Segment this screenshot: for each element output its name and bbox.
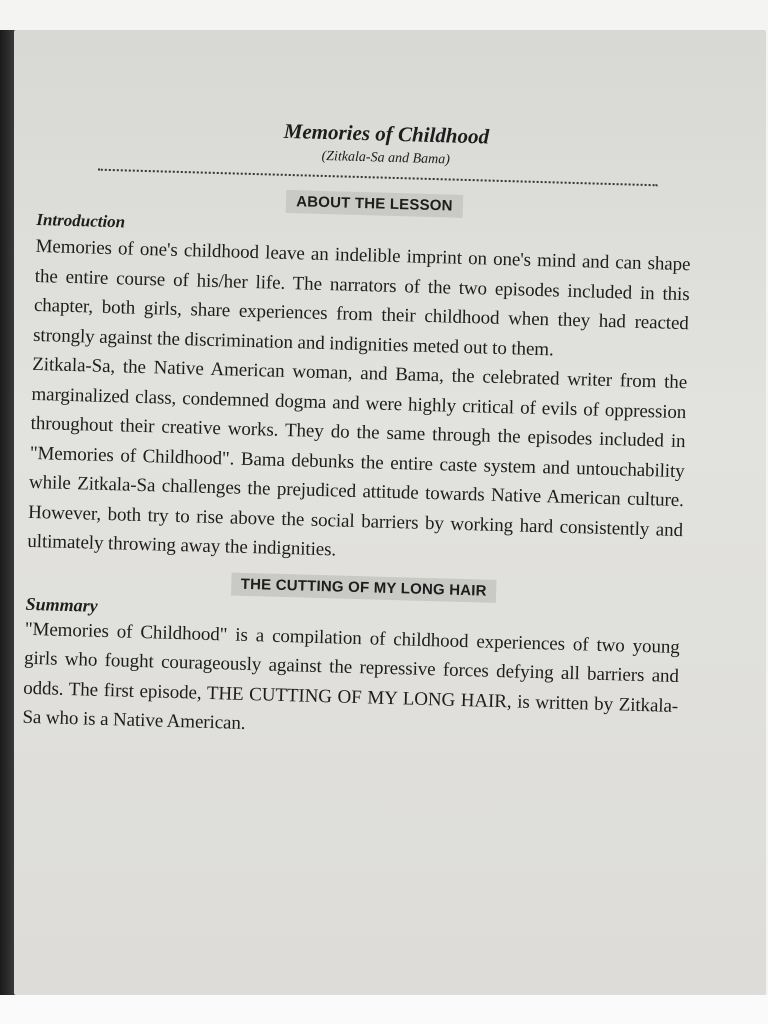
intro-paragraph-2: Zitkala-Sa, the Native American woman, and Bama, the celebrated writer from the marginalized class, condemned dogma and were highly critical of evils of oppression throughout their creative works. They do the same through the episodes included in "Memories of Childhood". Bama debunks the entire caste system and untouchability while Zitkala-Sa challenges the prejudiced attitude towards Native American culture. However, both try to rise above the social barriers by working hard consistently and ultimately throwing away the indignities. [27, 353, 688, 561]
page-content [22, 90, 695, 751]
page-bottom-margin [0, 995, 768, 1024]
summary-heading: Summary [25, 593, 98, 616]
intro-paragraph-1: Memories of one's childhood leave an indelible imprint on one's mind and can shape the entire course of his/her life. The narrators of the two episodes included in this chapter, both girls, share experiences from their childhood when they had reacted strongly against the discrimination and indignities meted out to them. [32, 235, 691, 360]
summary-paragraph: "Memories of Childhood" is a compilation of childhood experiences of two young girls who fought courageously against the repressive forces defying all barriers and odds. The first episode, THE CUTTING OF MY LONG HAIR, is written by Zitkala-Sa who is a Native American. [22, 618, 680, 734]
about-lesson-badge: ABOUT THE LESSON [286, 190, 463, 218]
lesson-title: Memories of Childhood [283, 118, 490, 149]
introduction-heading: Introduction [36, 209, 126, 232]
section-title-badge: THE CUTTING OF MY LONG HAIR [230, 572, 496, 602]
lesson-subtitle: (Zitkala-Sa and Bama) [321, 148, 451, 168]
